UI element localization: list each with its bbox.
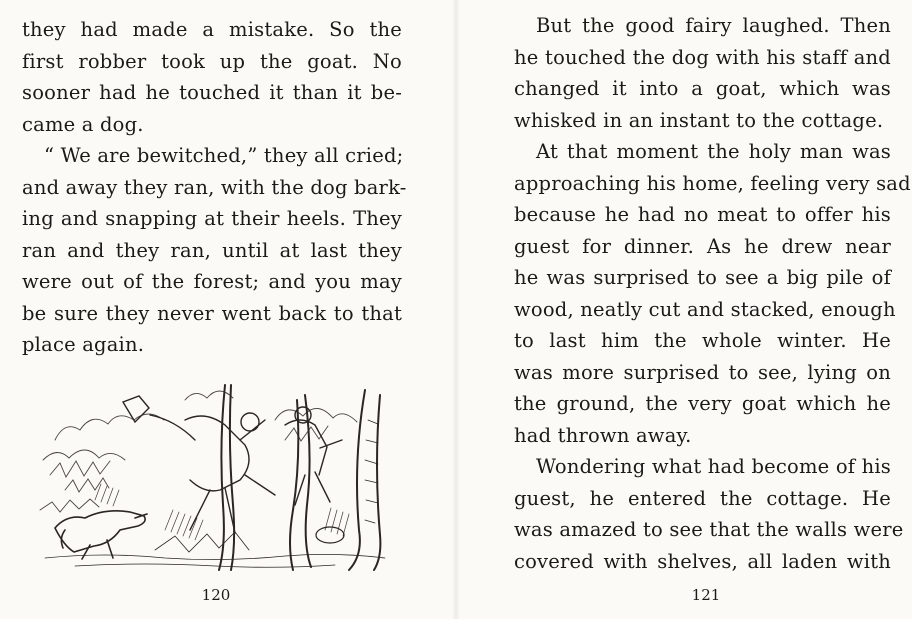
text-line: be sure they never went back to that [22,301,402,325]
text-line: first robber took up the goat. No [22,49,402,73]
text-line: Wondering what had become of his [536,455,891,478]
text-line: and away they ran, with the dog bark- [22,175,407,199]
text-line: approaching his home, feeling very sad [514,171,911,195]
text-line: sooner had he touched it than it be- [22,81,402,104]
text-line: ran and they ran, until at last they [22,238,402,262]
text-line: he was surprised to see a big pile of [514,266,891,289]
text-line: guest, he entered the cottage. He [514,486,891,510]
right-page-text [514,10,911,577]
text-line: But the good fairy laughed. Then [536,14,891,37]
text-line: wood, neatly cut and stacked, enough [514,297,896,321]
engraving-illustration [35,380,400,572]
hat [316,527,344,543]
page-number: 120 [201,586,231,604]
paragraph [514,451,904,577]
text-line: to last him the whole winter. He [514,329,891,352]
text-line: the ground, the very goat which he [514,392,891,415]
page-number: 121 [691,586,721,604]
paragraph [22,140,407,361]
text-line: was amazed to see that the walls were [514,518,904,541]
text-line: “ We are bewitched,” they all cried; [44,144,404,167]
text-line: because he had no meat to offer his [514,203,891,226]
text-line: whisked in an instant to the cottage. [514,108,884,132]
text-line: came a dog. [22,112,144,136]
paragraph [22,14,402,140]
text-line: ing and snapping at their heels. They [22,207,402,230]
text-line: were out of the forest; and you may [22,270,402,293]
text-line: covered with shelves, all laden with [514,549,891,573]
text-line: place again. [22,333,145,356]
text-line: he touched the dog with his staff and [514,45,891,69]
text-line: At that moment the holy man was [536,140,891,163]
text-line: they had made a mistake. So the [22,18,402,41]
dog-figure [55,511,147,559]
text-line: guest for dinner. As he drew near [514,234,891,258]
text-line: was more surprised to see, lying on [514,360,891,384]
text-line: changed it into a goat, which was [514,77,891,100]
paragraph [514,136,911,451]
right-page [456,0,912,619]
text-line: had thrown away. [514,423,692,447]
paragraph [514,10,891,136]
left-page-text [22,14,407,361]
